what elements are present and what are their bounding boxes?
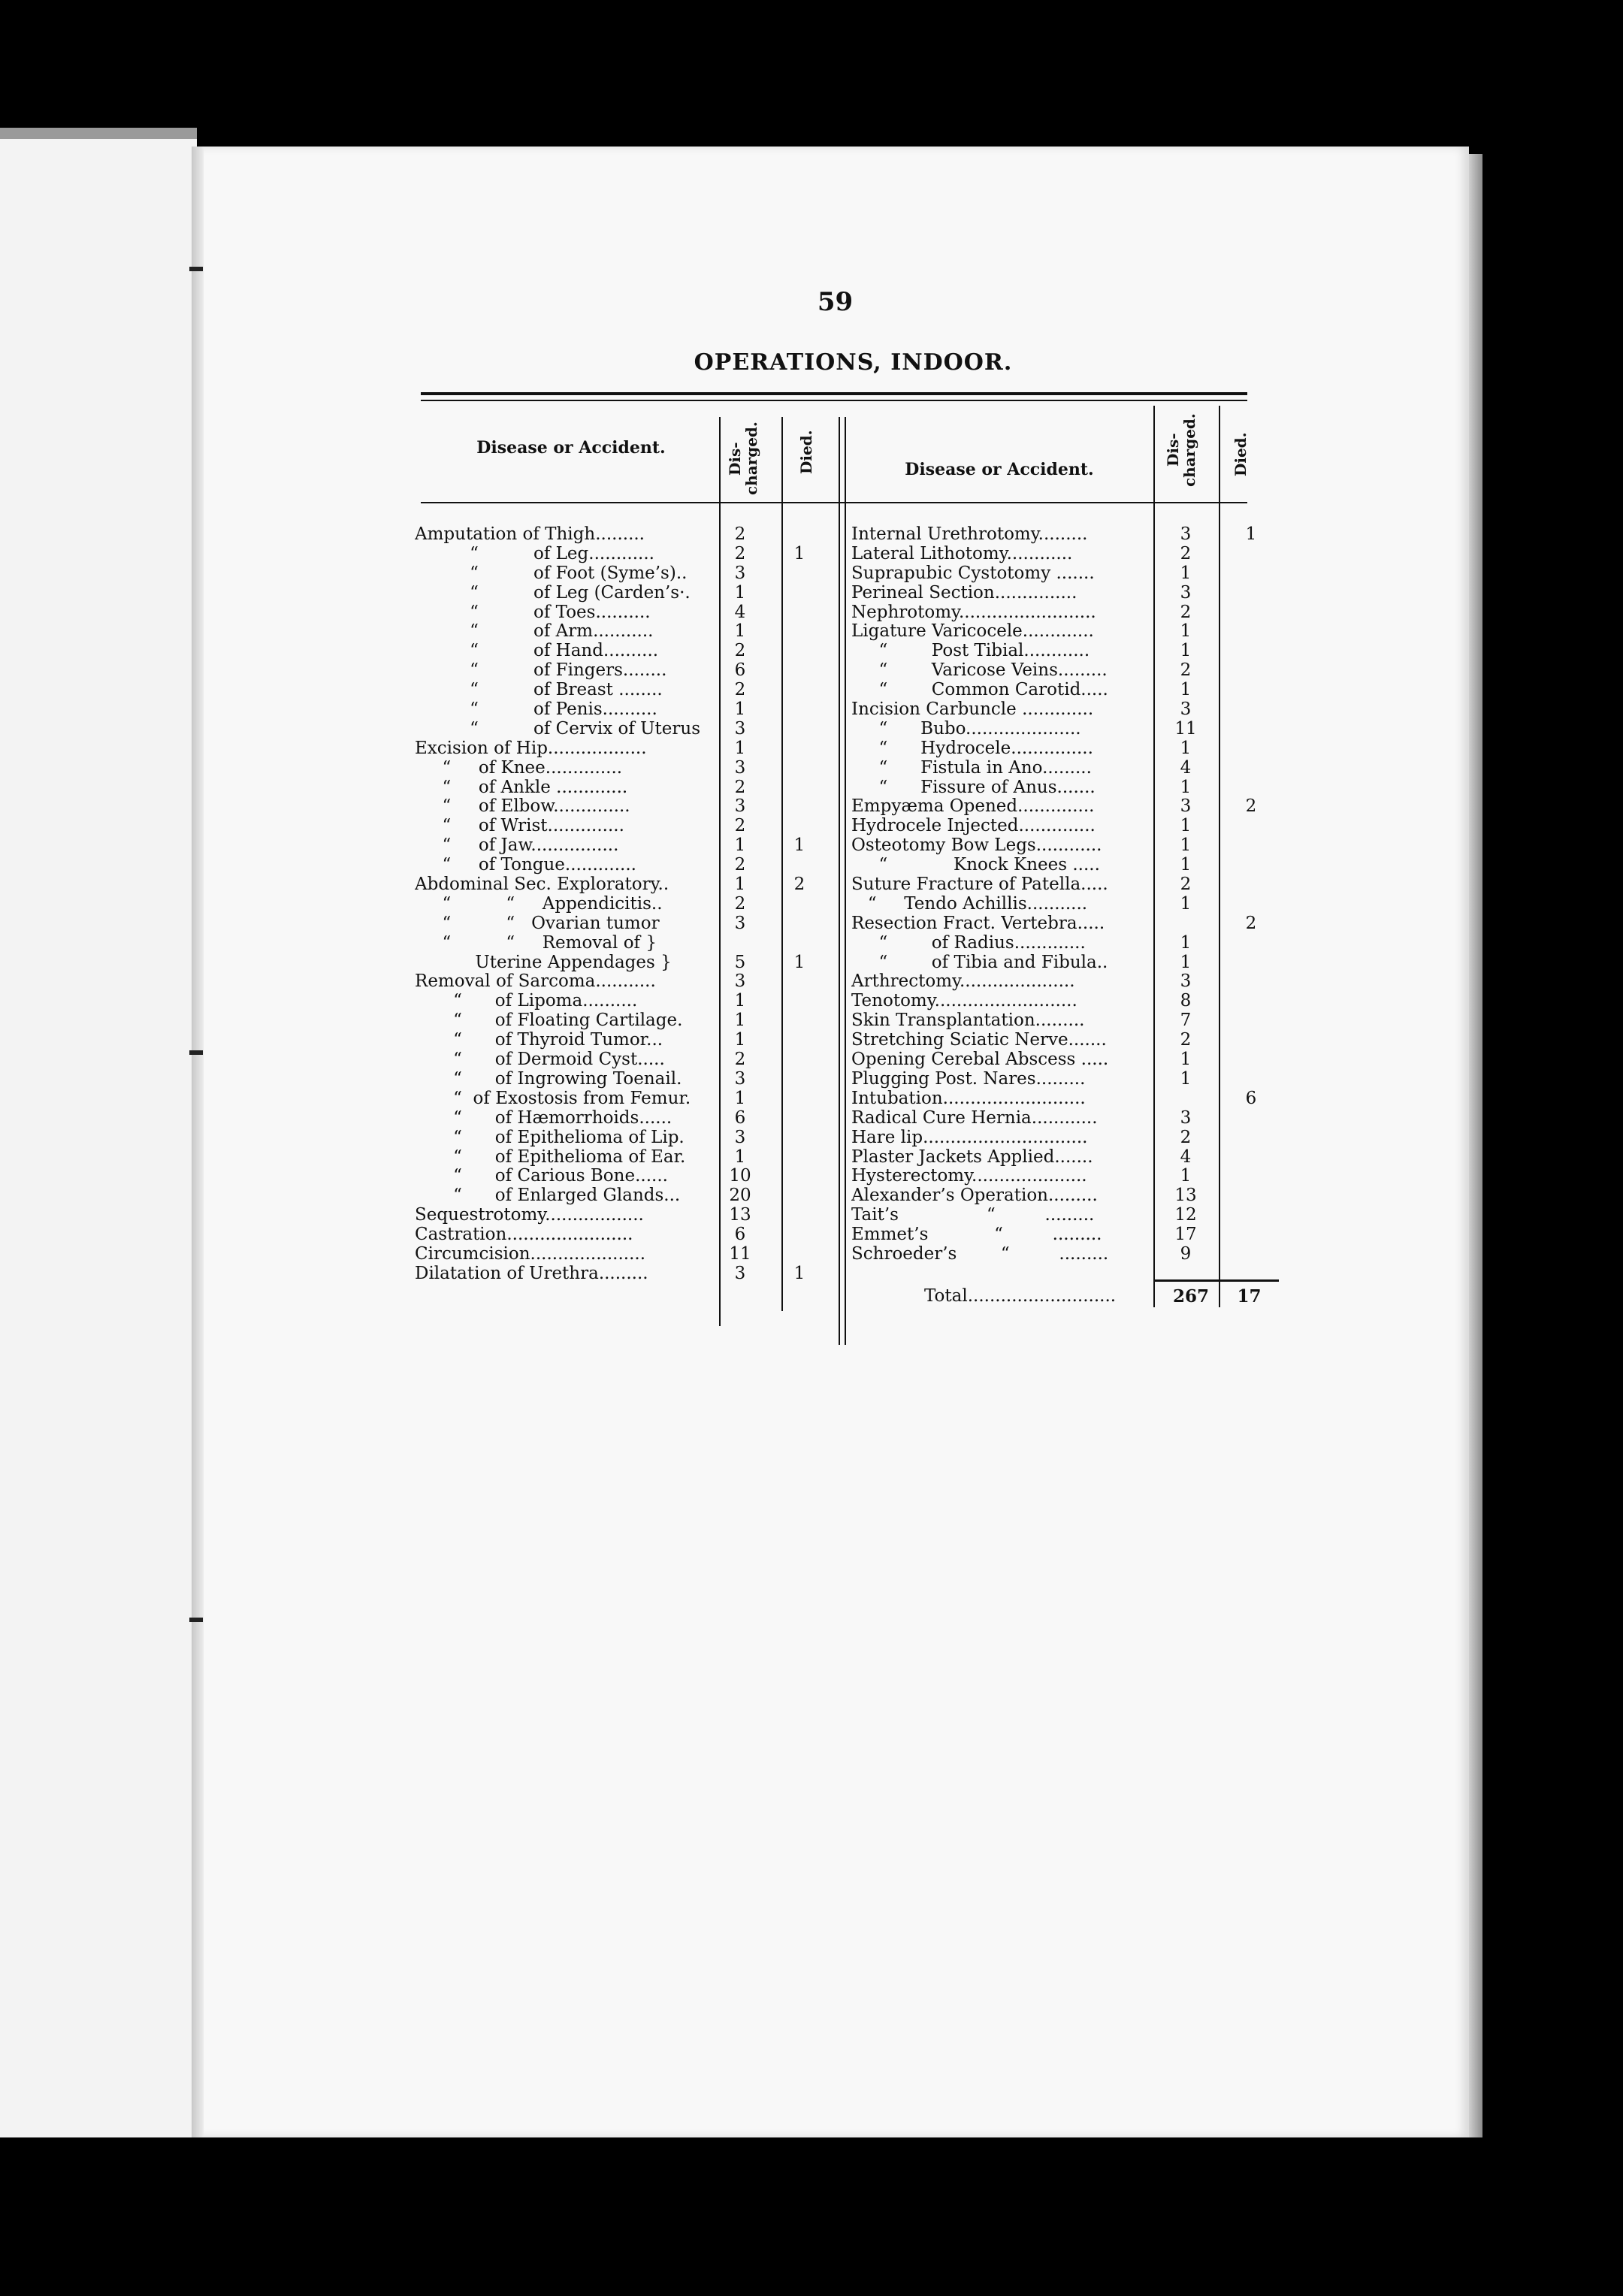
- operation-name: “ of Fingers........: [415, 661, 667, 681]
- discharged-count: 3: [1180, 699, 1192, 720]
- discharged-count: 11: [729, 1243, 751, 1264]
- operation-name: “ of Toes..........: [415, 603, 651, 622]
- table-row: [851, 836, 1272, 856]
- page-number: 59: [817, 287, 854, 317]
- died-count: 1: [793, 543, 805, 563]
- right-table: [851, 525, 1272, 1264]
- discharged-count: 1: [1180, 1166, 1192, 1186]
- table-row: [415, 895, 866, 914]
- operation-name: Removal of Sarcoma...........: [415, 972, 656, 992]
- table-row: [415, 1264, 866, 1284]
- discharged-count: 3: [734, 913, 746, 933]
- table-row: [851, 1148, 1272, 1168]
- discharged-count: 2: [734, 893, 746, 914]
- operation-name: Excision of Hip..................: [415, 739, 647, 758]
- table-row: [851, 622, 1272, 642]
- page-edge: [1469, 154, 1482, 2137]
- discharged-count: 4: [1180, 1146, 1192, 1167]
- discharged-count: 13: [1174, 1186, 1197, 1206]
- table-row: [415, 681, 866, 700]
- table-row: [415, 797, 866, 817]
- table-row: [851, 797, 1272, 817]
- operation-name: Hydrocele Injected..............: [851, 817, 1096, 836]
- operation-name: Dilatation of Urethra.........: [415, 1264, 648, 1283]
- operation-name: “ “ Removal of }: [415, 933, 657, 953]
- operation-name: Hysterectomy.....................: [851, 1167, 1087, 1186]
- discharged-count: 3: [1180, 524, 1192, 544]
- operation-name: Nephrotomy.........................: [851, 603, 1096, 622]
- table-row: [851, 720, 1272, 739]
- operation-name: “ of Epithelioma of Lip.: [415, 1128, 685, 1147]
- operation-name: “ of Cervix of Uterus: [415, 719, 701, 739]
- operation-name: Abdominal Sec. Exploratory..: [415, 875, 669, 895]
- discharged-count: 1: [734, 1030, 746, 1050]
- operation-name: Suprapubic Cystotomy .......: [851, 563, 1095, 583]
- operation-name: Resection Fract. Vertebra.....: [851, 914, 1105, 933]
- left-page: [0, 139, 197, 2137]
- discharged-count: 1: [734, 835, 746, 856]
- table-row: [851, 856, 1272, 875]
- discharged-count: 3: [1180, 796, 1192, 817]
- table-row: [415, 1186, 866, 1206]
- operation-name: Amputation of Thigh.........: [415, 525, 645, 544]
- table-row: [415, 642, 866, 661]
- operation-name: Empyæma Opened..............: [851, 797, 1095, 817]
- operation-name: “ Fissure of Anus.......: [851, 778, 1096, 797]
- table-row: [851, 972, 1272, 992]
- table-row: [415, 700, 866, 720]
- operation-name: “ of Radius.............: [851, 933, 1086, 953]
- table-row: [851, 895, 1272, 914]
- discharged-count: 2: [734, 641, 746, 661]
- total-died: 17: [1237, 1286, 1262, 1307]
- discharged-count: 11: [1174, 718, 1197, 739]
- discharged-count: 1: [1180, 1068, 1192, 1089]
- table-row: [415, 1109, 866, 1128]
- table-row: [851, 700, 1272, 720]
- operation-name: Tenotomy..........................: [851, 992, 1077, 1011]
- discharged-count: 1: [734, 1011, 746, 1031]
- table-row: [415, 875, 866, 895]
- table-row: [851, 681, 1272, 700]
- discharged-count: 3: [1180, 582, 1192, 603]
- discharged-count: 2: [1180, 875, 1192, 895]
- table-row: [851, 1128, 1272, 1148]
- operation-name: Plugging Post. Nares.........: [851, 1069, 1086, 1089]
- table-row: [415, 545, 866, 564]
- discharged-count: 4: [1180, 757, 1192, 778]
- discharged-count: 3: [734, 563, 746, 583]
- table-row: [415, 934, 866, 953]
- operation-name: “ of Hæmorrhoids......: [415, 1108, 672, 1128]
- table-top-rule: [421, 392, 1247, 395]
- operation-name: Internal Urethrotomy.........: [851, 525, 1088, 544]
- operation-name: Stretching Sciatic Nerve.......: [851, 1031, 1107, 1050]
- table-row: [415, 817, 866, 836]
- discharged-count: 1: [734, 1146, 746, 1167]
- discharged-count: 1: [734, 582, 746, 603]
- discharged-count: 2: [1180, 1127, 1192, 1147]
- discharged-count: 1: [1180, 641, 1192, 661]
- discharged-count: 1: [1180, 816, 1192, 836]
- table-row: [851, 525, 1272, 545]
- table-row: [415, 1070, 866, 1089]
- discharged-count: 6: [734, 660, 746, 681]
- operation-name: “ Tendo Achillis...........: [851, 894, 1088, 914]
- table-row: [415, 836, 866, 856]
- operation-name: Hare lip..............................: [851, 1128, 1088, 1147]
- operation-name: Radical Cure Hernia............: [851, 1108, 1098, 1128]
- operation-name: Sequestrotomy..................: [415, 1206, 644, 1225]
- operation-name: Ligature Varicocele.............: [851, 622, 1094, 642]
- operation-name: Schroeder’s “ .........: [851, 1244, 1109, 1264]
- table-row: [851, 778, 1272, 798]
- table-row: [415, 1167, 866, 1186]
- header-died-left: Died.: [797, 430, 815, 475]
- table-row: [415, 1245, 866, 1264]
- book-gutter: [192, 147, 204, 2137]
- discharged-count: 1: [1180, 932, 1192, 953]
- discharged-count: 13: [729, 1205, 751, 1225]
- table-top-rule: [421, 400, 1247, 401]
- operation-name: Tait’s “ .........: [851, 1206, 1095, 1225]
- table-row: [415, 1148, 866, 1168]
- discharged-count: 2: [734, 524, 746, 544]
- header-disease-left: Disease or Accident.: [476, 438, 666, 458]
- table-row: [851, 1186, 1272, 1206]
- table-row: [851, 992, 1272, 1011]
- operation-name: “ Post Tibial............: [851, 642, 1090, 661]
- table-row: [415, 603, 866, 623]
- discharged-count: 12: [1174, 1205, 1197, 1225]
- table-row: [851, 642, 1272, 661]
- binding-stitch: [189, 1050, 203, 1055]
- discharged-count: 3: [734, 718, 746, 739]
- operation-name: “ of Tibia and Fibula..: [851, 953, 1108, 972]
- discharged-count: 1: [1180, 777, 1192, 797]
- discharged-count: 1: [1180, 952, 1192, 972]
- operation-name: Circumcision.....................: [415, 1244, 646, 1264]
- table-row: [415, 1225, 866, 1245]
- left-table: [415, 525, 866, 1284]
- operation-name: “ of Foot (Syme’s)..: [415, 563, 688, 583]
- discharged-count: 1: [1180, 1050, 1192, 1070]
- died-count: 2: [1245, 913, 1257, 933]
- table-row: [415, 584, 866, 603]
- operation-name: “ Fistula in Ano.........: [851, 758, 1092, 778]
- operation-name: Lateral Lithotomy............: [851, 544, 1073, 563]
- table-row: [851, 1206, 1272, 1225]
- discharged-count: 2: [734, 680, 746, 700]
- operation-name: Castration.......................: [415, 1225, 633, 1245]
- table-row: [851, 739, 1272, 759]
- operation-name: “ of Leg............: [415, 544, 654, 563]
- operation-name: Perineal Section...............: [851, 583, 1077, 603]
- table-row: [851, 545, 1272, 564]
- discharged-count: 6: [734, 1107, 746, 1128]
- discharged-count: 1: [734, 1088, 746, 1108]
- operation-name: Plaster Jackets Applied.......: [851, 1147, 1093, 1167]
- table-row: [851, 1070, 1272, 1089]
- table-row: [415, 1050, 866, 1070]
- discharged-count: 2: [1180, 602, 1192, 622]
- discharged-count: 1: [734, 738, 746, 758]
- operation-name: Opening Cerebal Abscess .....: [851, 1050, 1109, 1070]
- table-row: [851, 875, 1272, 895]
- discharged-count: 10: [729, 1166, 751, 1186]
- discharged-count: 1: [1180, 680, 1192, 700]
- died-count: 6: [1245, 1088, 1257, 1108]
- operation-name: Suture Fracture of Patella.....: [851, 875, 1108, 895]
- table-row: [415, 622, 866, 642]
- table-row: [851, 817, 1272, 836]
- discharged-count: 1: [1180, 893, 1192, 914]
- binding-stitch: [189, 267, 203, 271]
- discharged-count: 1: [1180, 738, 1192, 758]
- table-row: [415, 739, 866, 759]
- discharged-count: 2: [1180, 1030, 1192, 1050]
- discharged-count: 7: [1180, 1011, 1192, 1031]
- died-count: 2: [793, 875, 805, 895]
- operation-name: Skin Transplantation.........: [851, 1011, 1085, 1031]
- table-row: [415, 1206, 866, 1225]
- discharged-count: 1: [1180, 835, 1192, 856]
- discharged-count: 2: [734, 543, 746, 563]
- operation-name: “ of Dermoid Cyst.....: [415, 1050, 665, 1070]
- total-rule: [1155, 1279, 1279, 1282]
- table-row: [851, 759, 1272, 778]
- operation-name: “ Varicose Veins.........: [851, 661, 1108, 681]
- discharged-count: 6: [734, 1225, 746, 1245]
- operation-name: “ of Enlarged Glands...: [415, 1186, 681, 1206]
- discharged-count: 1: [734, 699, 746, 720]
- discharged-count: 2: [734, 816, 746, 836]
- operation-name: “ “ Ovarian tumor: [415, 914, 660, 933]
- operation-name: “ of Hand..........: [415, 642, 659, 661]
- operation-name: Alexander’s Operation.........: [851, 1186, 1098, 1206]
- operation-name: “ of Elbow..............: [415, 797, 630, 817]
- discharged-count: 2: [1180, 660, 1192, 681]
- table-row: [851, 1050, 1272, 1070]
- discharged-count: 17: [1174, 1225, 1197, 1245]
- table-row: [415, 953, 866, 973]
- table-row: [415, 1031, 866, 1050]
- header-died-right: Died.: [1232, 432, 1250, 477]
- table-row: [851, 1225, 1272, 1245]
- discharged-count: 3: [734, 1127, 746, 1147]
- operation-name: “ Bubo.....................: [851, 719, 1081, 739]
- discharged-count: 1: [734, 621, 746, 642]
- discharged-count: 4: [734, 602, 746, 622]
- operation-name: “ of Jaw................: [415, 836, 619, 856]
- operation-name: Intubation..........................: [851, 1089, 1086, 1108]
- discharged-count: 3: [734, 1068, 746, 1089]
- header-discharged-right: Dis-charged.: [1164, 413, 1198, 487]
- binding-stitch: [189, 1618, 203, 1622]
- operation-name: “ of Arm...........: [415, 622, 654, 642]
- header-discharged-left: Dis-charged.: [726, 421, 760, 496]
- discharged-count: 2: [1180, 543, 1192, 563]
- table-row: [415, 1089, 866, 1109]
- operation-name: “ Common Carotid.....: [851, 681, 1108, 700]
- died-count: 1: [793, 1263, 805, 1283]
- operation-name: “ of Ingrowing Toenail.: [415, 1069, 682, 1089]
- discharged-count: 2: [734, 855, 746, 875]
- died-count: 1: [793, 835, 805, 856]
- table-row: [415, 914, 866, 934]
- table-row: [851, 914, 1272, 934]
- discharged-count: 3: [734, 796, 746, 817]
- operation-name: “ of Lipoma..........: [415, 992, 638, 1011]
- table-row: [415, 661, 866, 681]
- table-row: [851, 1031, 1272, 1050]
- table-row: [851, 1011, 1272, 1031]
- discharged-count: 1: [734, 991, 746, 1011]
- discharged-count: 1: [734, 875, 746, 895]
- operation-name: “ of Tongue.............: [415, 856, 636, 875]
- operation-name: “ of Wrist..............: [415, 817, 624, 836]
- table-row: [851, 953, 1272, 973]
- table-row: [851, 603, 1272, 623]
- operation-name: “ of Penis..........: [415, 700, 657, 720]
- discharged-count: 8: [1180, 991, 1192, 1011]
- operation-name: Emmet’s “ .........: [851, 1225, 1102, 1245]
- operation-name: “ Hydrocele...............: [851, 739, 1093, 758]
- operation-name: Incision Carbuncle .............: [851, 700, 1094, 720]
- table-row: [415, 759, 866, 778]
- operation-name: “ of Floating Cartilage.: [415, 1011, 683, 1031]
- operation-name: “ of Exostosis from Femur.: [415, 1089, 691, 1108]
- operation-name: Arthrectomy.....................: [851, 972, 1075, 992]
- discharged-count: 9: [1180, 1243, 1192, 1264]
- discharged-count: 5: [734, 952, 746, 972]
- discharged-count: 3: [1180, 1107, 1192, 1128]
- operation-name: “ Knock Knees .....: [851, 856, 1100, 875]
- discharged-count: 3: [1180, 971, 1192, 992]
- discharged-count: 3: [734, 1263, 746, 1283]
- operation-name: “ of Thyroid Tumor...: [415, 1031, 663, 1050]
- discharged-count: 3: [734, 971, 746, 992]
- operation-name: “ of Epithelioma of Ear.: [415, 1147, 686, 1167]
- table-row: [851, 1089, 1272, 1109]
- table-row: [415, 525, 866, 545]
- operation-name: Uterine Appendages }: [415, 953, 672, 972]
- total-label: Total...........................: [924, 1286, 1117, 1306]
- table-row: [851, 564, 1272, 584]
- discharged-count: 3: [734, 757, 746, 778]
- table-row: [415, 564, 866, 584]
- page-title: OPERATIONS, INDOOR.: [694, 349, 1013, 376]
- operation-name: “ “ Appendicitis..: [415, 894, 663, 914]
- table-row: [851, 1245, 1272, 1264]
- table-row: [415, 856, 866, 875]
- table-row: [851, 661, 1272, 681]
- operation-name: “ of Carious Bone......: [415, 1167, 668, 1186]
- table-row: [415, 1128, 866, 1148]
- total-discharged: 267: [1172, 1286, 1209, 1307]
- header-disease-right: Disease or Accident.: [905, 460, 1094, 479]
- died-count: 2: [1245, 796, 1257, 817]
- discharged-count: 2: [734, 777, 746, 797]
- died-count: 1: [793, 952, 805, 972]
- discharged-count: 1: [1180, 855, 1192, 875]
- operation-name: Osteotomy Bow Legs............: [851, 836, 1102, 856]
- table-row: [415, 972, 866, 992]
- table-row: [415, 720, 866, 739]
- table-row: [415, 992, 866, 1011]
- discharged-count: 1: [1180, 563, 1192, 583]
- table-row: [851, 1109, 1272, 1128]
- operation-name: “ of Knee..............: [415, 758, 623, 778]
- discharged-count: 20: [729, 1186, 751, 1206]
- table-row: [851, 584, 1272, 603]
- table-row: [415, 1011, 866, 1031]
- table-row: [851, 934, 1272, 953]
- operation-name: “ of Ankle .............: [415, 778, 628, 797]
- died-count: 1: [1245, 524, 1257, 544]
- operation-name: “ of Breast ........: [415, 681, 663, 700]
- table-row: [415, 778, 866, 798]
- table-header-rule: [421, 502, 1247, 503]
- discharged-count: 2: [734, 1050, 746, 1070]
- table-row: [851, 1167, 1272, 1186]
- operation-name: “ of Leg (Carden’s·.: [415, 583, 691, 603]
- discharged-count: 1: [1180, 621, 1192, 642]
